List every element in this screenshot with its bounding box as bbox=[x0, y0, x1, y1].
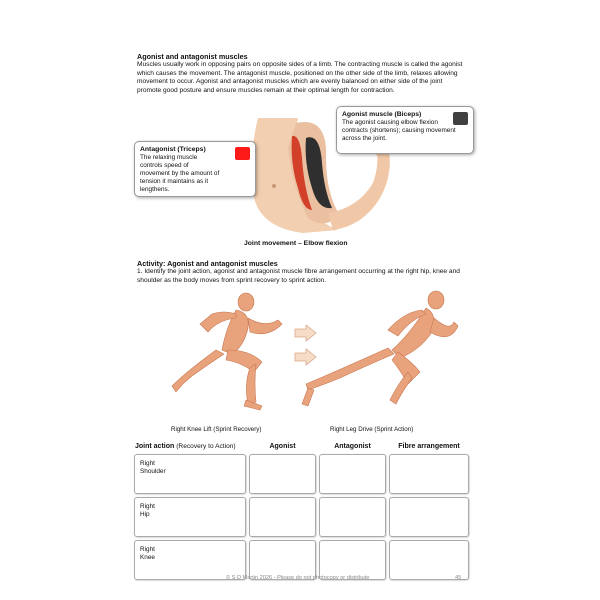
copyright-footer: © S D Martin 2026 - Please do not photocopy or distribute bbox=[226, 575, 370, 581]
table-row bbox=[134, 497, 469, 537]
header-fibre-arrangement: Fibre arrangement bbox=[398, 443, 460, 450]
row-label-shoulder: Right Shoulder bbox=[134, 454, 246, 494]
knee-agonist-field[interactable] bbox=[249, 540, 316, 580]
table-header-row bbox=[134, 442, 469, 451]
activity-heading: Activity: Agonist and antagonist muscles bbox=[137, 259, 278, 268]
page-number: 45 bbox=[455, 575, 462, 581]
sprint-recovery-figure bbox=[170, 288, 290, 413]
action-caption: Right Leg Drive (Sprint Action) bbox=[330, 426, 414, 433]
antagonist-text: The relaxing muscle controls speed of movement by the amount of tension it maintains as it lengthens. bbox=[140, 154, 220, 193]
header-joint-action: Joint action (Recovery to Action) bbox=[135, 443, 236, 450]
agonist-text: The agonist causing elbow flexion contracts (shortens); causing movement across the joint. bbox=[342, 119, 456, 142]
intro-paragraph: Muscles usually work in opposing pairs on opposite sides of a limb. The contracting muscle is called the agonist which causes the movement. The antagonist muscle, positioned on the other side of the limb, relaxes allowing movement to occur. Agonist and antagonist muscles which are evenly balanced on either side of the joint promote good posture and ensure muscles remain at their optimal length for contraction. bbox=[137, 61, 463, 94]
intro-section bbox=[137, 52, 463, 95]
section-heading: Agonist and antagonist muscles bbox=[137, 52, 248, 61]
arm-caption: Joint movement – Elbow flexion bbox=[244, 240, 348, 247]
activity-section bbox=[137, 259, 463, 285]
header-antagonist: Antagonist bbox=[334, 443, 371, 450]
activity-instruction: 1. Identify the joint action, agonist and antagonist muscle fibre arrangement occurring at the right hip, knee and shoulder as the body moves from sprint recovery to sprint action. bbox=[137, 268, 460, 284]
answer-table bbox=[131, 439, 472, 583]
hip-fibre-field[interactable] bbox=[389, 497, 469, 537]
shoulder-fibre-field[interactable] bbox=[389, 454, 469, 494]
header-agonist: Agonist bbox=[269, 443, 296, 450]
row-label-knee: Right Knee bbox=[134, 540, 246, 580]
agonist-color-swatch bbox=[453, 112, 468, 125]
agonist-callout bbox=[336, 106, 474, 154]
hip-agonist-field[interactable] bbox=[249, 497, 316, 537]
agonist-title: Agonist muscle (Biceps) bbox=[342, 111, 422, 118]
recovery-caption: Right Knee Lift (Sprint Recovery) bbox=[171, 426, 262, 433]
row-label-hip: Right Hip bbox=[134, 497, 246, 537]
knee-antagonist-field[interactable] bbox=[319, 540, 386, 580]
shoulder-agonist-field[interactable] bbox=[249, 454, 316, 494]
table-row bbox=[134, 540, 469, 580]
antagonist-callout bbox=[134, 141, 256, 197]
hip-antagonist-field[interactable] bbox=[319, 497, 386, 537]
antagonist-color-swatch bbox=[235, 147, 250, 160]
antagonist-title: Antagonist (Triceps) bbox=[140, 146, 206, 153]
sprint-action-figure bbox=[300, 288, 460, 413]
table-row bbox=[134, 454, 469, 494]
shoulder-antagonist-field[interactable] bbox=[319, 454, 386, 494]
knee-fibre-field[interactable] bbox=[389, 540, 469, 580]
